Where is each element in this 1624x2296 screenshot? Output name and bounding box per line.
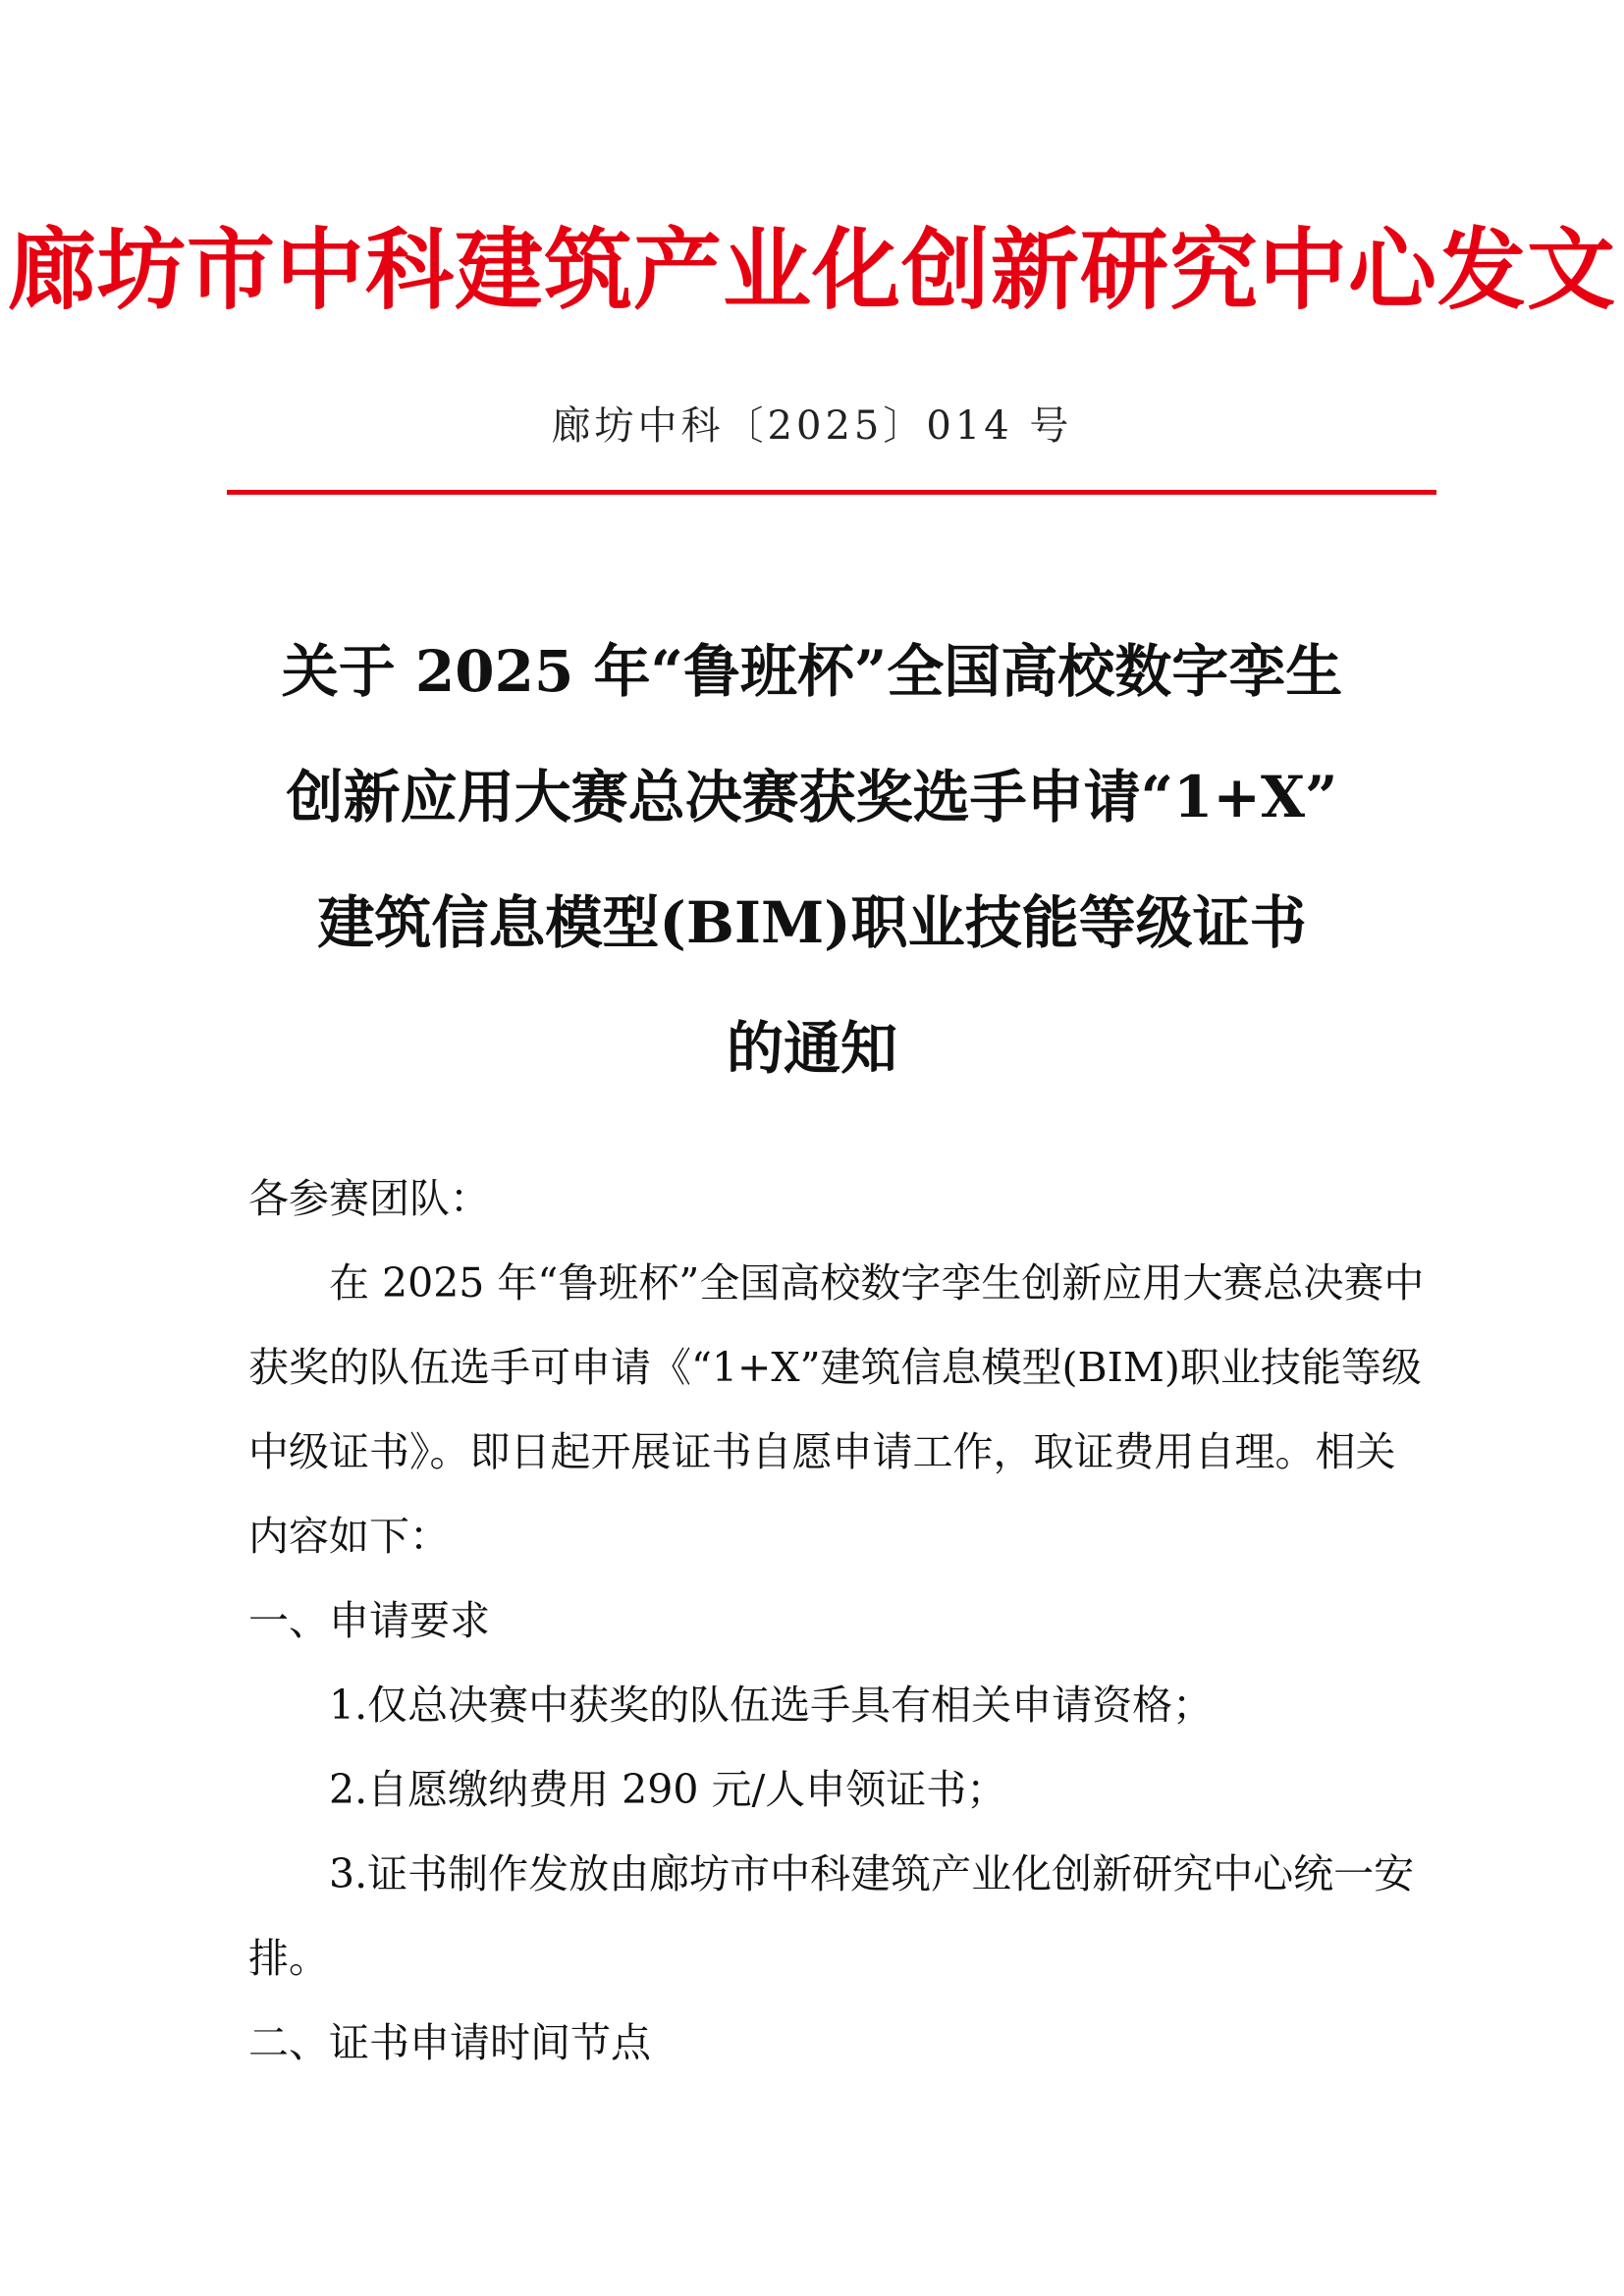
title-line: 关于 2025 年“鲁班杯”全国高校数字孪生 xyxy=(281,638,1343,705)
red-divider-line xyxy=(227,490,1436,495)
requirement-item: 1.仅总决赛中获奖的队伍选手具有相关申请资格； xyxy=(329,1682,1214,1729)
requirement-item: 3.证书制作发放由廊坊市中科建筑产业化创新研究中心统一安排。 xyxy=(248,1850,1415,1982)
notice-body xyxy=(248,1156,1427,2085)
document-number: 廊坊中科〔2025〕014 号 xyxy=(551,403,1073,449)
section-heading-timeline: 二、证书申请时间节点 xyxy=(248,2019,651,2066)
notice-title xyxy=(236,609,1388,1111)
title-line: 的通知 xyxy=(726,1015,897,1082)
requirement-item: 2.自愿缴纳费用 290 元/人申领证书； xyxy=(329,1766,1007,1813)
title-line: 建筑信息模型(BIM)职业技能等级证书 xyxy=(317,889,1307,956)
salutation: 各参赛团队： xyxy=(248,1175,490,1222)
title-line: 创新应用大赛总决赛获奖选手申请“1+X” xyxy=(286,764,1338,830)
masthead: 廊坊市中科建筑产业化创新研究中心发文 xyxy=(8,218,1616,322)
section-heading-requirements: 一、申请要求 xyxy=(248,1597,490,1644)
intro-paragraph: 在 2025 年“鲁班杯”全国高校数字孪生创新应用大赛总决赛中获奖的队伍选手可申请《“1+X”建筑信息模型(BIM)职业技能等级中级证书》。即日起开展证书自愿申请工作，取证费用自理。相关内容如下： xyxy=(248,1259,1425,1560)
